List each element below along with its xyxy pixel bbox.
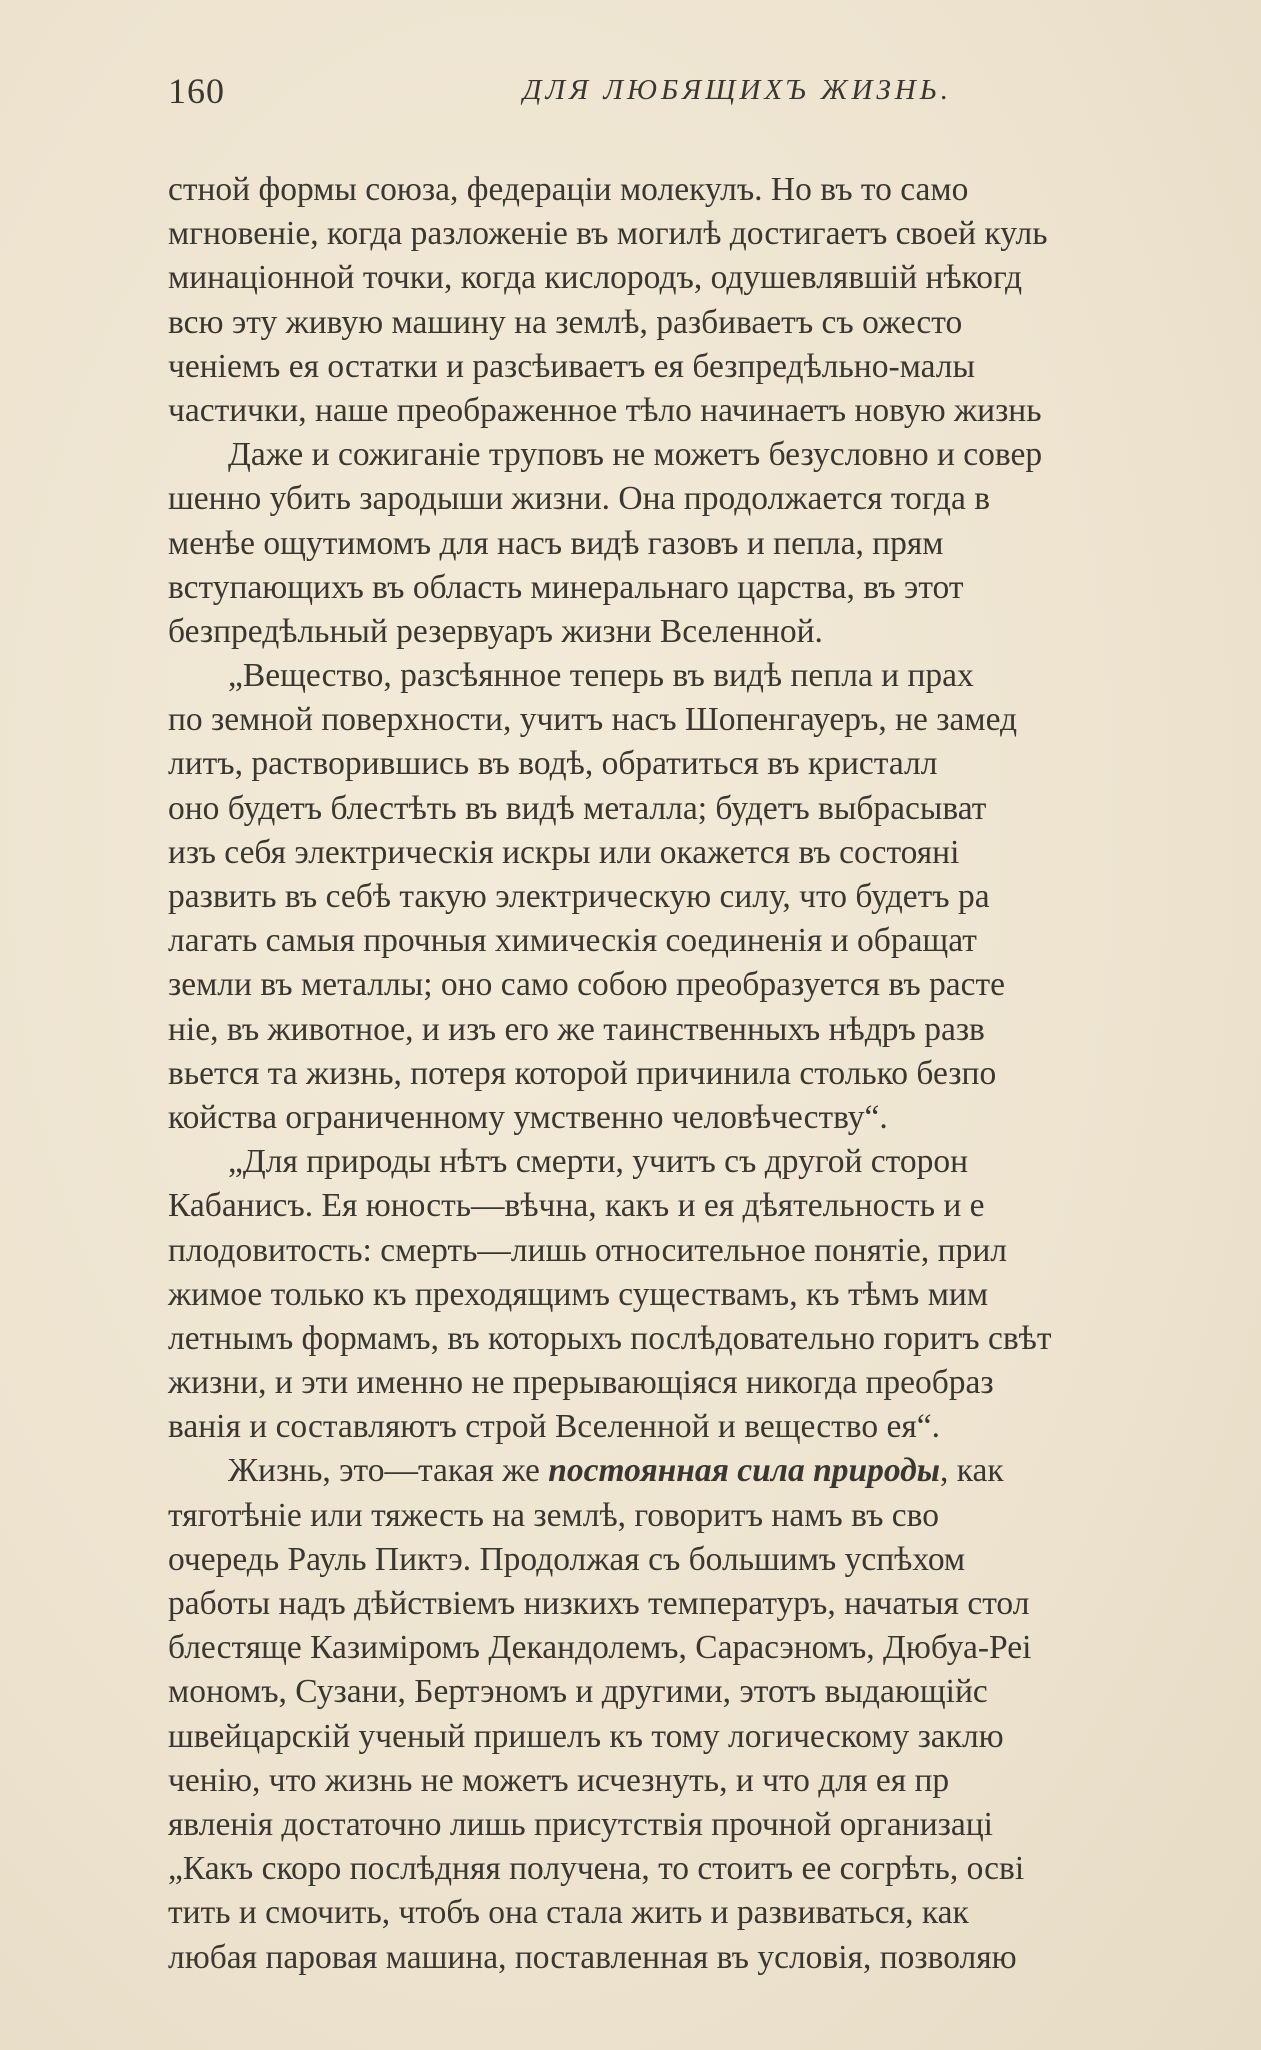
text-line: литъ, растворившись въ водѣ, обратиться въ кристалл bbox=[168, 745, 938, 783]
text-line: вступающихъ въ область минеральнаго царства, въ этот bbox=[168, 568, 964, 606]
text-line: ченіемъ ея остатки и разсѣиваетъ ея безпредѣльно-малы bbox=[168, 347, 975, 385]
text-line: швейцарскій ученый пришелъ къ тому логическому заклю bbox=[168, 1717, 1004, 1755]
text-line: мгновеніе, когда разложеніе въ могилѣ достигаетъ своей куль bbox=[168, 215, 1048, 253]
text-line: безпредѣльный резервуаръ жизни Вселенной. bbox=[168, 612, 823, 650]
page-header bbox=[168, 70, 1261, 120]
text-line: Даже и сожиганіе труповъ не можетъ безусловно и совер bbox=[228, 436, 1043, 474]
text-line: частички, наше преображенное тѣло начинаетъ новую жизнь bbox=[168, 391, 1042, 429]
text-line: жизни, и эти именно не прерывающіяся никогда преобраз bbox=[168, 1364, 994, 1402]
text-line: очередь Рауль Пиктэ. Продолжая съ большимъ успѣхом bbox=[168, 1540, 966, 1578]
text-line: земли въ металлы; оно само собою преобразуется въ расте bbox=[168, 966, 1006, 1004]
text-line: „Для природы нѣтъ смерти, учитъ съ другой сторон bbox=[228, 1143, 969, 1181]
text-line: плодовитость: смерть—лишь относительное понятіе, прил bbox=[168, 1231, 1007, 1269]
running-title: ДЛЯ ЛЮБЯЩИХЪ ЖИЗНЬ. bbox=[523, 74, 953, 106]
text-line: любая паровая машина, поставленная въ условія, позволяю bbox=[168, 1938, 1017, 1976]
text-line: жимое только къ преходящимъ существамъ, къ тѣмъ мим bbox=[168, 1275, 989, 1313]
text-line: шенно убить зародыши жизни. Она продолжается тогда в bbox=[168, 480, 991, 518]
page-number: 160 bbox=[168, 71, 225, 111]
text-line: менѣе ощутимомъ для насъ видѣ газовъ и пепла, прям bbox=[168, 524, 944, 562]
text-line: блестяще Казиміромъ Декандолемъ, Сарасэномъ, Дюбуа-Реі bbox=[168, 1629, 1032, 1667]
text-line: вьется та жизнь, потеря которой причинила столько безпо bbox=[168, 1054, 997, 1092]
text-line: ченію, что жизнь не можетъ исчезнуть, и что для ея пр bbox=[168, 1761, 950, 1799]
text-line: лагать самыя прочныя химическія соединенія и обращат bbox=[168, 922, 977, 960]
body-text bbox=[168, 168, 1261, 1980]
text-line: развить въ себѣ такую электрическую силу, что будетъ ра bbox=[168, 878, 990, 915]
text-segment: , как bbox=[940, 1452, 1004, 1490]
text-line: ванія и составляютъ строй Вселенной и вещество ея“. bbox=[168, 1408, 940, 1446]
text-line: летнымъ формамъ, въ которыхъ послѣдовательно горитъ свѣт bbox=[168, 1319, 1052, 1357]
text-line: всю эту живую машину на землѣ, разбиваетъ съ ожесто bbox=[168, 303, 963, 341]
text-line: изъ себя электрическія искры или окажется въ состояні bbox=[168, 833, 960, 871]
text-line: минаціонной точки, когда кислородъ, одушевлявшій нѣкогд bbox=[168, 259, 1023, 297]
text-line: оно будетъ блестѣть въ видѣ металла; будетъ выбрасыват bbox=[168, 789, 987, 827]
text-line: стной формы союза, федераціи молекулъ. Но въ то само bbox=[168, 171, 969, 208]
text-line: койства ограниченному умственно человѣчеству“. bbox=[168, 1098, 888, 1136]
text-line: „Какъ скоро послѣдняя получена, то стоитъ ее согрѣть, осві bbox=[168, 1850, 1025, 1888]
text-line: Кабанисъ. Ея юность—вѣчна, какъ и ея дѣятельность и е bbox=[168, 1187, 985, 1225]
text-line: „Вещество, разсѣянное теперь въ видѣ пепла и прах bbox=[228, 657, 974, 695]
text-line: тяготѣніе или тяжесть на землѣ, говоритъ намъ въ сво bbox=[168, 1496, 939, 1534]
text-line: работы надъ дѣйствіемъ низкихъ температуръ, начатыя стол bbox=[168, 1585, 1030, 1622]
emphasized-text: постоянная сила природы bbox=[548, 1452, 941, 1490]
text-line: ніе, въ животное, и изъ его же таинственныхъ нѣдръ разв bbox=[168, 1010, 985, 1048]
text-segment: Жизнь, это—такая же bbox=[228, 1452, 549, 1490]
text-line: тить и смочить, чтобъ она стала жить и развиваться, как bbox=[168, 1894, 969, 1932]
text-line bbox=[168, 1449, 1261, 1493]
text-line: явленія достаточно лишь присутствія прочной организаці bbox=[168, 1805, 993, 1843]
text-line: мономъ, Сузани, Бертэномъ и другими, этотъ выдающійс bbox=[168, 1673, 988, 1711]
text-line: по земной поверхности, учитъ насъ Шопенгауеръ, не замед bbox=[168, 701, 1018, 739]
